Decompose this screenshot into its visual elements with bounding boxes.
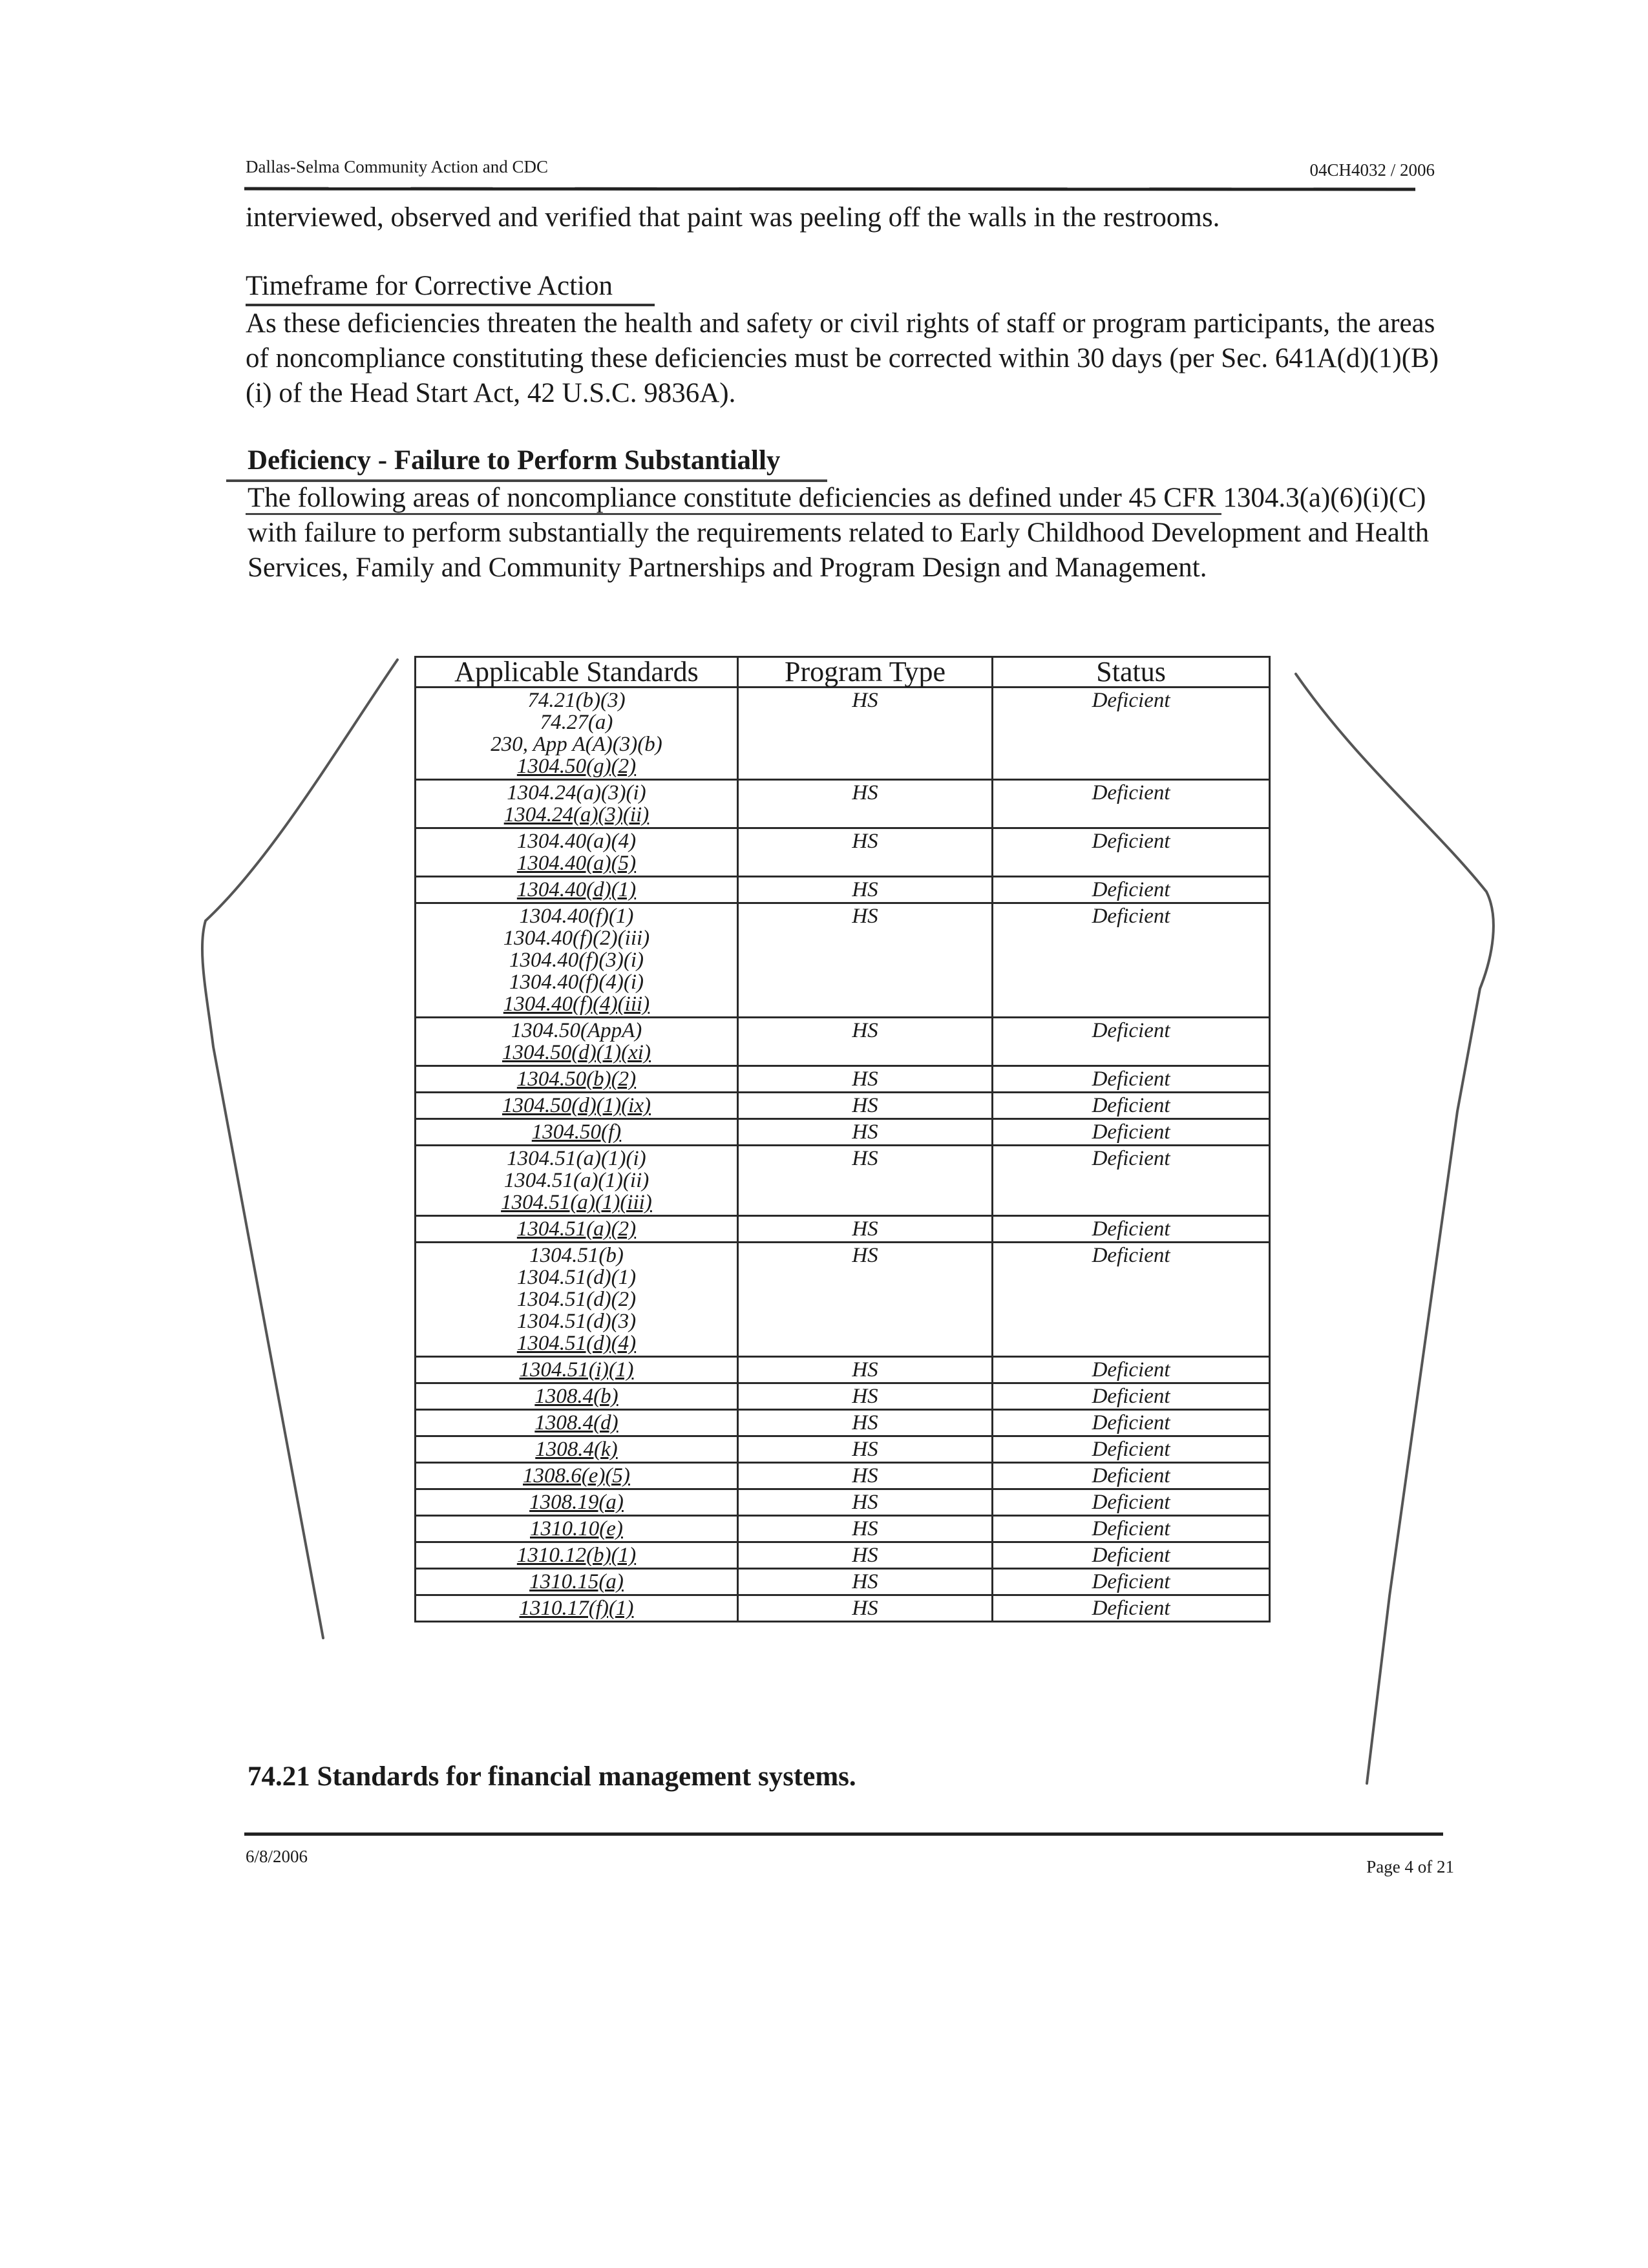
cell-standards xyxy=(416,1436,738,1463)
cell-program-type: HS xyxy=(737,1357,992,1383)
table-row xyxy=(416,1595,1270,1622)
table-row xyxy=(416,903,1270,1018)
standard-citation: 1304.24(a)(3)(i) xyxy=(507,781,646,804)
cell-standards xyxy=(416,1243,738,1357)
cell-program-type: HS xyxy=(737,1383,992,1410)
standard-citation: 1304.50(g)(2) xyxy=(516,755,637,778)
cell-standards xyxy=(416,1569,738,1595)
column-header-program-type: Program Type xyxy=(737,657,992,688)
standard-citation: 1304.51(d)(3) xyxy=(516,1310,637,1333)
standard-citation: 1308.4(k) xyxy=(535,1438,618,1461)
table-row xyxy=(416,1119,1270,1146)
table-row xyxy=(416,1569,1270,1595)
cell-program-type: HS xyxy=(737,1018,992,1066)
standard-citation: 1308.4(d) xyxy=(534,1411,618,1434)
cell-program-type: HS xyxy=(737,1066,992,1093)
standard-citation: 1310.10(e) xyxy=(530,1517,623,1540)
cell-program-type: HS xyxy=(737,877,992,903)
table-row xyxy=(416,1410,1270,1436)
cell-program-type: HS xyxy=(737,1516,992,1542)
table-row xyxy=(416,877,1270,903)
section-heading-74-21: 74.21 Standards for financial management systems. xyxy=(248,1761,856,1792)
table-row xyxy=(416,1066,1270,1093)
cell-standards xyxy=(416,1383,738,1410)
standard-citation: 1304.51(a)(1)(ii) xyxy=(503,1169,650,1192)
table-row xyxy=(416,1146,1270,1216)
cell-standards xyxy=(416,877,738,903)
footer-page-number: Page 4 of 21 xyxy=(1366,1857,1454,1876)
table-row xyxy=(416,1018,1270,1066)
cell-status: Deficient xyxy=(993,1542,1270,1569)
cell-status: Deficient xyxy=(993,1146,1270,1216)
cell-standards xyxy=(416,1018,738,1066)
header-divider xyxy=(244,187,1415,191)
standard-citation: 1304.50(d)(1)(xi) xyxy=(502,1041,651,1064)
footer-date: 6/8/2006 xyxy=(246,1847,308,1866)
deficiency-paragraph: The following areas of noncompliance constitute deficiencies as defined under 45 CFR 1304.3(a)(6)(i)(C) with failure to perform substantially the requirements related to Early Childhood Development and Health Services, Family and Community Partnerships and Program Design and Management. xyxy=(248,483,1430,583)
column-header-status: Status xyxy=(993,657,1270,688)
cell-status: Deficient xyxy=(993,1066,1270,1093)
standard-citation: 1304.50(f) xyxy=(531,1120,622,1144)
table-row xyxy=(416,1216,1270,1243)
standard-citation: 1308.6(e)(5) xyxy=(523,1464,630,1487)
standards-table xyxy=(414,656,1271,1622)
cell-program-type: HS xyxy=(737,1146,992,1216)
standard-citation: 1304.51(d)(4) xyxy=(516,1332,637,1355)
cell-standards xyxy=(416,688,738,780)
standard-citation: 1304.40(d)(1) xyxy=(516,878,637,901)
cell-status: Deficient xyxy=(993,1093,1270,1119)
standard-citation: 1304.40(a)(4) xyxy=(516,830,637,853)
cell-standards xyxy=(416,1357,738,1383)
table-row xyxy=(416,1516,1270,1542)
standard-citation: 1304.50(AppA) xyxy=(511,1019,642,1042)
footer-divider xyxy=(244,1832,1443,1836)
cell-status: Deficient xyxy=(993,1410,1270,1436)
standard-citation: 1304.40(f)(4)(iii) xyxy=(503,992,650,1016)
cell-standards xyxy=(416,780,738,828)
cell-status: Deficient xyxy=(993,1383,1270,1410)
standard-citation: 1310.15(a) xyxy=(529,1570,624,1593)
cell-standards xyxy=(416,1093,738,1119)
cell-program-type: HS xyxy=(737,1119,992,1146)
cell-program-type: HS xyxy=(737,1410,992,1436)
standard-citation: 1304.50(b)(2) xyxy=(516,1067,637,1091)
cell-standards xyxy=(416,1119,738,1146)
cell-standards xyxy=(416,1595,738,1622)
cell-program-type: HS xyxy=(737,1093,992,1119)
cell-status: Deficient xyxy=(993,1516,1270,1542)
cell-standards xyxy=(416,828,738,877)
table-row xyxy=(416,1357,1270,1383)
cell-program-type: HS xyxy=(737,828,992,877)
cell-status: Deficient xyxy=(993,1595,1270,1622)
deficiency-heading: Deficiency - Failure to Perform Substantially xyxy=(248,445,781,476)
cell-program-type: HS xyxy=(737,903,992,1018)
cell-program-type: HS xyxy=(737,1463,992,1489)
cell-standards xyxy=(416,1066,738,1093)
cell-program-type: HS xyxy=(737,1595,992,1622)
cell-status: Deficient xyxy=(993,688,1270,780)
cell-status: Deficient xyxy=(993,1436,1270,1463)
timeframe-heading: Timeframe for Corrective Action xyxy=(246,271,613,301)
standard-citation: 1304.40(f)(2)(iii) xyxy=(503,927,650,950)
cell-status: Deficient xyxy=(993,1463,1270,1489)
cell-standards xyxy=(416,1489,738,1516)
right-bracket-mark xyxy=(1296,674,1494,1783)
table-row xyxy=(416,1489,1270,1516)
cell-program-type: HS xyxy=(737,1436,992,1463)
table-row xyxy=(416,1383,1270,1410)
standard-citation: 1308.19(a) xyxy=(529,1491,624,1514)
table-body xyxy=(416,688,1270,1622)
standard-citation: 230, App A(A)(3)(b) xyxy=(491,733,662,756)
cell-status: Deficient xyxy=(993,1119,1270,1146)
standard-citation: 1304.40(f)(1) xyxy=(519,905,634,928)
cell-program-type: HS xyxy=(737,1489,992,1516)
cell-program-type: HS xyxy=(737,1569,992,1595)
standard-citation: 1304.51(a)(2) xyxy=(516,1217,637,1241)
cell-status: Deficient xyxy=(993,1357,1270,1383)
left-bracket-mark xyxy=(202,660,397,1638)
cell-standards xyxy=(416,1410,738,1436)
standard-citation: 1310.12(b)(1) xyxy=(516,1544,637,1567)
cell-standards xyxy=(416,1463,738,1489)
cell-status: Deficient xyxy=(993,1243,1270,1357)
standard-citation: 1304.51(a)(1)(iii) xyxy=(501,1191,652,1214)
cell-program-type: HS xyxy=(737,1216,992,1243)
standard-citation: 1308.4(b) xyxy=(534,1385,618,1408)
cell-status: Deficient xyxy=(993,780,1270,828)
standard-citation: 1310.17(f)(1) xyxy=(519,1597,634,1620)
cell-program-type: HS xyxy=(737,1243,992,1357)
table-row xyxy=(416,1436,1270,1463)
cell-program-type: HS xyxy=(737,688,992,780)
cell-status: Deficient xyxy=(993,1489,1270,1516)
table-row xyxy=(416,828,1270,877)
table-header-row xyxy=(416,657,1270,688)
standard-citation: 1304.51(d)(1) xyxy=(516,1266,637,1289)
standard-citation: 1304.51(i)(1) xyxy=(519,1358,634,1381)
table-row xyxy=(416,1463,1270,1489)
cell-standards xyxy=(416,1216,738,1243)
cell-status: Deficient xyxy=(993,1216,1270,1243)
cell-status: Deficient xyxy=(993,903,1270,1018)
cell-status: Deficient xyxy=(993,1018,1270,1066)
cell-standards xyxy=(416,903,738,1018)
table-row xyxy=(416,1243,1270,1357)
cell-program-type: HS xyxy=(737,1542,992,1569)
standard-citation: 1304.51(b) xyxy=(529,1244,624,1267)
cell-status: Deficient xyxy=(993,1569,1270,1595)
cell-standards xyxy=(416,1516,738,1542)
standard-citation: 1304.40(f)(4)(i) xyxy=(509,971,644,994)
cell-standards xyxy=(416,1542,738,1569)
intro-paragraph: interviewed, observed and verified that paint was peeling off the walls in the restrooms. xyxy=(246,202,1220,233)
header-organization: Dallas-Selma Community Action and CDC xyxy=(246,157,548,176)
timeframe-paragraph: As these deficiencies threaten the health and safety or civil rights of staff or program participants, the areas of noncompliance constituting these deficiencies must be corrected within 30 days (per Sec. 641A(d)(1)(B)(i) of the Head Start Act, 42 U.S.C. 9836A). xyxy=(246,308,1439,408)
standard-citation: 74.21(b)(3) xyxy=(527,689,626,712)
cell-status: Deficient xyxy=(993,828,1270,877)
table-row xyxy=(416,780,1270,828)
table-row xyxy=(416,688,1270,780)
header-report-id: 04CH4032 / 2006 xyxy=(1309,160,1435,180)
column-header-standards: Applicable Standards xyxy=(416,657,738,688)
table-row xyxy=(416,1093,1270,1119)
standard-citation: 1304.51(d)(2) xyxy=(516,1288,637,1311)
standard-citation: 74.27(a) xyxy=(540,711,613,734)
standard-citation: 1304.40(a)(5) xyxy=(516,852,637,875)
standard-citation: 1304.40(f)(3)(i) xyxy=(509,949,644,972)
cell-standards xyxy=(416,1146,738,1216)
standard-citation: 1304.50(d)(1)(ix) xyxy=(502,1094,651,1117)
cell-status: Deficient xyxy=(993,877,1270,903)
deficiency-first-line-underline xyxy=(246,513,1221,515)
standard-citation: 1304.24(a)(3)(ii) xyxy=(503,803,650,826)
cell-program-type: HS xyxy=(737,780,992,828)
table-row xyxy=(416,1542,1270,1569)
standard-citation: 1304.51(a)(1)(i) xyxy=(507,1147,646,1170)
